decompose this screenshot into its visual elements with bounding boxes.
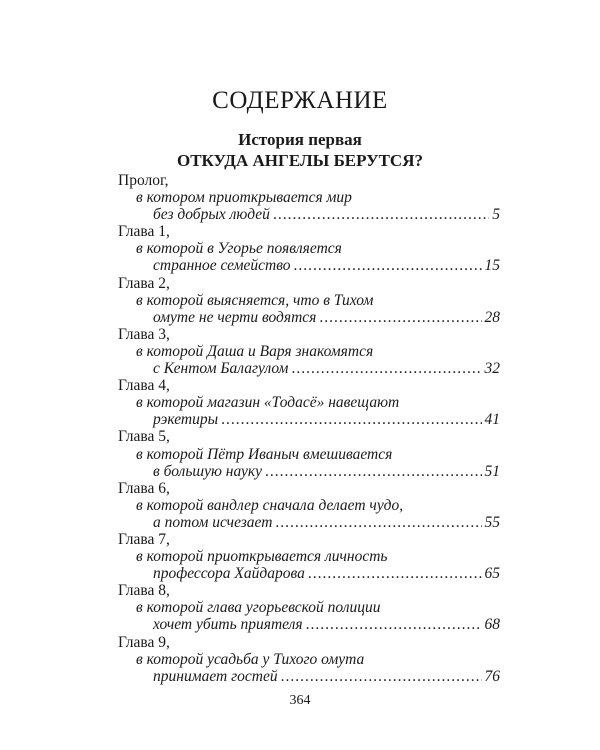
toc-entry	[118, 582, 500, 633]
toc-entry-page: 68	[484, 616, 500, 634]
toc-entry-heading: Глава 5,	[118, 428, 170, 446]
toc-entry	[118, 428, 500, 479]
toc-entry-heading: Глава 6,	[118, 479, 170, 497]
toc-entry-subtitle: в которой приоткрывается личность	[136, 548, 388, 566]
toc-entry-subtitle-end: профессора Хайдарова	[153, 565, 305, 583]
toc-entry-leader-line	[118, 206, 500, 223]
dot-leader	[281, 668, 482, 685]
toc-entry-heading: Глава 4,	[118, 377, 170, 395]
toc-entry-subtitle-end: а потом исчезает	[153, 513, 273, 531]
toc-entry-subtitle: в которой усадьба у Тихого омута	[136, 650, 365, 668]
toc-entry-subtitle: в которой вандлер сначала делает чудо,	[136, 496, 404, 514]
toc-entry-heading: Пролог,	[118, 172, 169, 189]
toc-entry-page: 55	[484, 513, 500, 531]
toc-entry-heading: Глава 7,	[118, 530, 170, 548]
toc-entry-leader-line	[118, 463, 500, 480]
toc-entry-subtitle-end: рэкетиры	[153, 411, 219, 429]
dot-leader	[291, 360, 481, 377]
toc-entry-leader-line	[118, 257, 500, 274]
story-title: ОТКУДА АНГЕЛЫ БЕРУТСЯ?	[177, 151, 423, 170]
toc-entry-subtitle-end: омуте не черти водятся	[153, 308, 317, 326]
toc-entry-heading: Глава 9,	[118, 633, 170, 651]
toc-entry-subtitle: в которой Пётр Иваныч вмешивается	[136, 445, 393, 463]
toc-entry-page: 41	[484, 411, 500, 429]
dot-leader	[308, 565, 482, 582]
table-of-contents	[118, 172, 500, 685]
toc-entry-page: 76	[484, 667, 500, 685]
dot-leader	[275, 514, 481, 531]
page-number: 364	[289, 693, 311, 708]
toc-entry-heading: Глава 3,	[118, 325, 170, 343]
dot-leader	[306, 616, 482, 633]
toc-entry-subtitle: в которой в Угорье появляется	[136, 240, 342, 258]
toc-entry-leader-line	[118, 360, 500, 377]
toc-entry-heading: Глава 1,	[118, 223, 170, 241]
toc-entry	[118, 326, 500, 377]
toc-entry-page: 32	[484, 360, 500, 378]
toc-entry-leader-line	[118, 514, 500, 531]
toc-entry-page: 65	[484, 565, 500, 583]
toc-entry-page: 28	[484, 308, 500, 326]
toc-entry	[118, 223, 500, 274]
story-label: История первая	[238, 130, 362, 149]
toc-entry-leader-line	[118, 309, 500, 326]
toc-entry-leader-line	[118, 565, 500, 582]
toc-entry	[118, 275, 500, 326]
toc-entry-subtitle-end: с Кентом Балагулом	[153, 360, 289, 378]
toc-entry-heading: Глава 8,	[118, 582, 170, 600]
page-title: СОДЕРЖАНИЕ	[212, 87, 388, 114]
toc-entry-leader-line	[118, 668, 500, 685]
dot-leader	[273, 206, 489, 223]
toc-entry-page: 5	[492, 206, 500, 224]
dot-leader	[319, 309, 481, 326]
toc-entry-heading: Глава 2,	[118, 274, 170, 292]
toc-entry-subtitle: в которой магазин «Тодасё» навещают	[136, 394, 400, 412]
toc-entry	[118, 480, 500, 531]
toc-entry-subtitle-end: принимает гостей	[153, 667, 278, 685]
toc-entry-subtitle-end: в большую науку	[153, 462, 262, 480]
toc-entry-subtitle: в которой Даша и Варя знакомятся	[136, 342, 374, 360]
toc-entry-subtitle: в котором приоткрывается мир	[136, 189, 352, 207]
dot-leader	[265, 463, 482, 480]
toc-entry-subtitle-end: хочет убить приятеля	[153, 616, 303, 634]
toc-entry-page: 15	[484, 257, 500, 275]
dot-leader	[221, 411, 481, 428]
toc-entry	[118, 172, 500, 223]
dot-leader	[294, 257, 482, 274]
toc-entry-page: 51	[484, 462, 500, 480]
toc-entry-subtitle: в которой глава угорьевской полиции	[136, 599, 381, 617]
toc-entry-subtitle: в которой выясняется, что в Тихом	[136, 291, 374, 309]
toc-entry-leader-line	[118, 411, 500, 428]
toc-entry	[118, 377, 500, 428]
toc-entry-subtitle-end: странное семейство	[153, 257, 291, 275]
toc-entry-subtitle-end: без добрых людей	[153, 206, 270, 224]
toc-entry	[118, 531, 500, 582]
toc-entry-leader-line	[118, 616, 500, 633]
toc-entry	[118, 634, 500, 685]
